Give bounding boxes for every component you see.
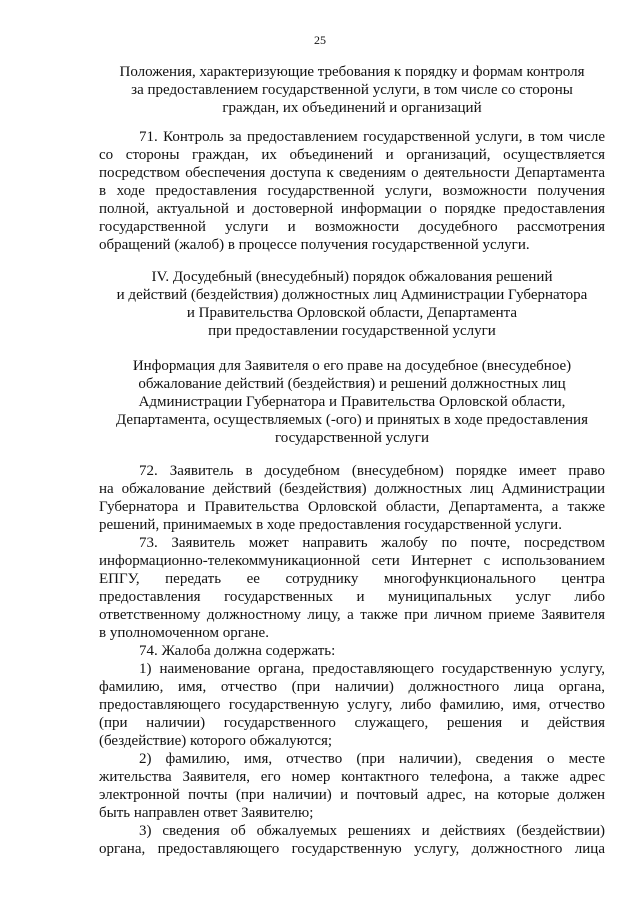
paragraph-line: 73. Заявитель может направить жалобу по почте, посредством	[139, 535, 605, 551]
heading-line: обжалование действий (бездействия) и решений должностных лиц	[138, 376, 566, 392]
paragraph-line: быть направлен ответ Заявителю;	[99, 805, 314, 821]
paragraph-line: ответственному должностному лицу, а также при личном приеме Заявителя	[99, 607, 605, 623]
paragraph-line: предоставления государственных и муниципальных услуг либо	[99, 589, 605, 605]
heading-line: граждан, их объединений и организаций	[222, 100, 482, 116]
paragraph-line: ЕПГУ, передать ее сотруднику многофункционального центра	[99, 571, 605, 587]
paragraph-72	[99, 462, 605, 534]
paragraph-line: Губернатора и Правительства Орловской области, Департамента, а также	[99, 499, 605, 515]
paragraph-line: фамилию, имя, отчество (при наличии) должностного лица органа,	[99, 679, 605, 695]
heading-line: и Правительства Орловской области, Департамента	[186, 305, 518, 321]
paragraph-line: (бездействие) которого обжалуются;	[99, 733, 333, 749]
paragraph-74	[99, 642, 605, 660]
page-number: 25	[314, 33, 326, 47]
section-heading-iv	[99, 268, 605, 340]
paragraph-line: государственной услуги и возможности досудебного рассмотрения	[99, 219, 605, 235]
paragraph-line: информационно-телекоммуникационной сети Интернет с использованием	[99, 553, 605, 569]
heading-line: Положения, характеризующие требования к порядку и формам контроля	[119, 64, 585, 80]
paragraph-74-item-1	[99, 660, 605, 750]
heading-line: и действий (бездействия) должностных лиц Администрации Губернатора	[116, 287, 588, 303]
paragraph-line: на обжалование действий (бездействия) должностных лиц Администрации	[99, 481, 605, 497]
heading-line: Администрации Губернатора и Правительства Орловской области,	[138, 394, 566, 410]
paragraph-line: 3) сведения об обжалуемых решениях и действиях (бездействии)	[139, 823, 605, 839]
heading-line: при предоставлении государственной услуги	[208, 323, 496, 339]
paragraph-line: (при наличии) государственного служащего, решения и действия	[99, 715, 605, 731]
heading-line: за предоставлением государственной услуги, в том числе со стороны	[131, 82, 573, 98]
paragraph-line: электронной почты (при наличии) и почтовый адрес, на которые должен	[99, 787, 605, 803]
paragraph-line: со стороны граждан, их объединений и организаций, осуществляется	[99, 147, 605, 163]
paragraph-line: в уполномоченном органе.	[99, 625, 269, 641]
paragraph-line: в ходе предоставления государственной услуги, возможности получения	[99, 183, 605, 199]
heading-line: Департамента, осуществляемых (-ого) и принятых в ходе предоставления	[116, 412, 588, 428]
paragraph-line: органа, предоставляющего государственную услугу, должностного лица	[99, 841, 605, 857]
paragraph-line: предоставляющего государственную услугу, либо фамилию, имя, отчество	[99, 697, 605, 713]
paragraph-line: полной, актуальной и достоверной информации о порядке предоставления	[99, 201, 605, 217]
paragraph-line: 72. Заявитель в досудебном (внесудебном) порядке имеет право	[139, 463, 605, 479]
paragraph-line: 71. Контроль за предоставлением государственной услуги, в том числе	[139, 129, 605, 145]
heading-line: Информация для Заявителя о его праве на досудебное (внесудебное)	[132, 358, 572, 374]
section-heading-control	[99, 63, 605, 117]
heading-line: государственной услуги	[275, 430, 429, 446]
paragraph-line: посредством обеспечения доступа к сведениям о деятельности Департамента	[99, 165, 605, 181]
paragraph-74-item-2	[99, 750, 605, 822]
paragraph-line: обращений (жалоб) в процессе получения государственной услуги.	[99, 237, 530, 253]
paragraph-73	[99, 534, 605, 642]
paragraph-line: жительства Заявителя, его номер контактного телефона, а также адрес	[99, 769, 605, 785]
paragraph-line: 2) фамилию, имя, отчество (при наличии), сведения о месте	[139, 751, 605, 767]
paragraph-line: 74. Жалоба должна содержать:	[139, 643, 336, 659]
section-heading-information	[99, 357, 605, 447]
heading-line: IV. Досудебный (внесудебный) порядок обжалования решений	[151, 269, 553, 285]
paragraph-74-item-3	[99, 822, 605, 858]
paragraph-line: решений, принимаемых в ходе предоставления государственной услуги.	[99, 517, 562, 533]
paragraph-line: 1) наименование органа, предоставляющего государственную услугу,	[139, 661, 605, 677]
paragraph-71	[99, 128, 605, 254]
